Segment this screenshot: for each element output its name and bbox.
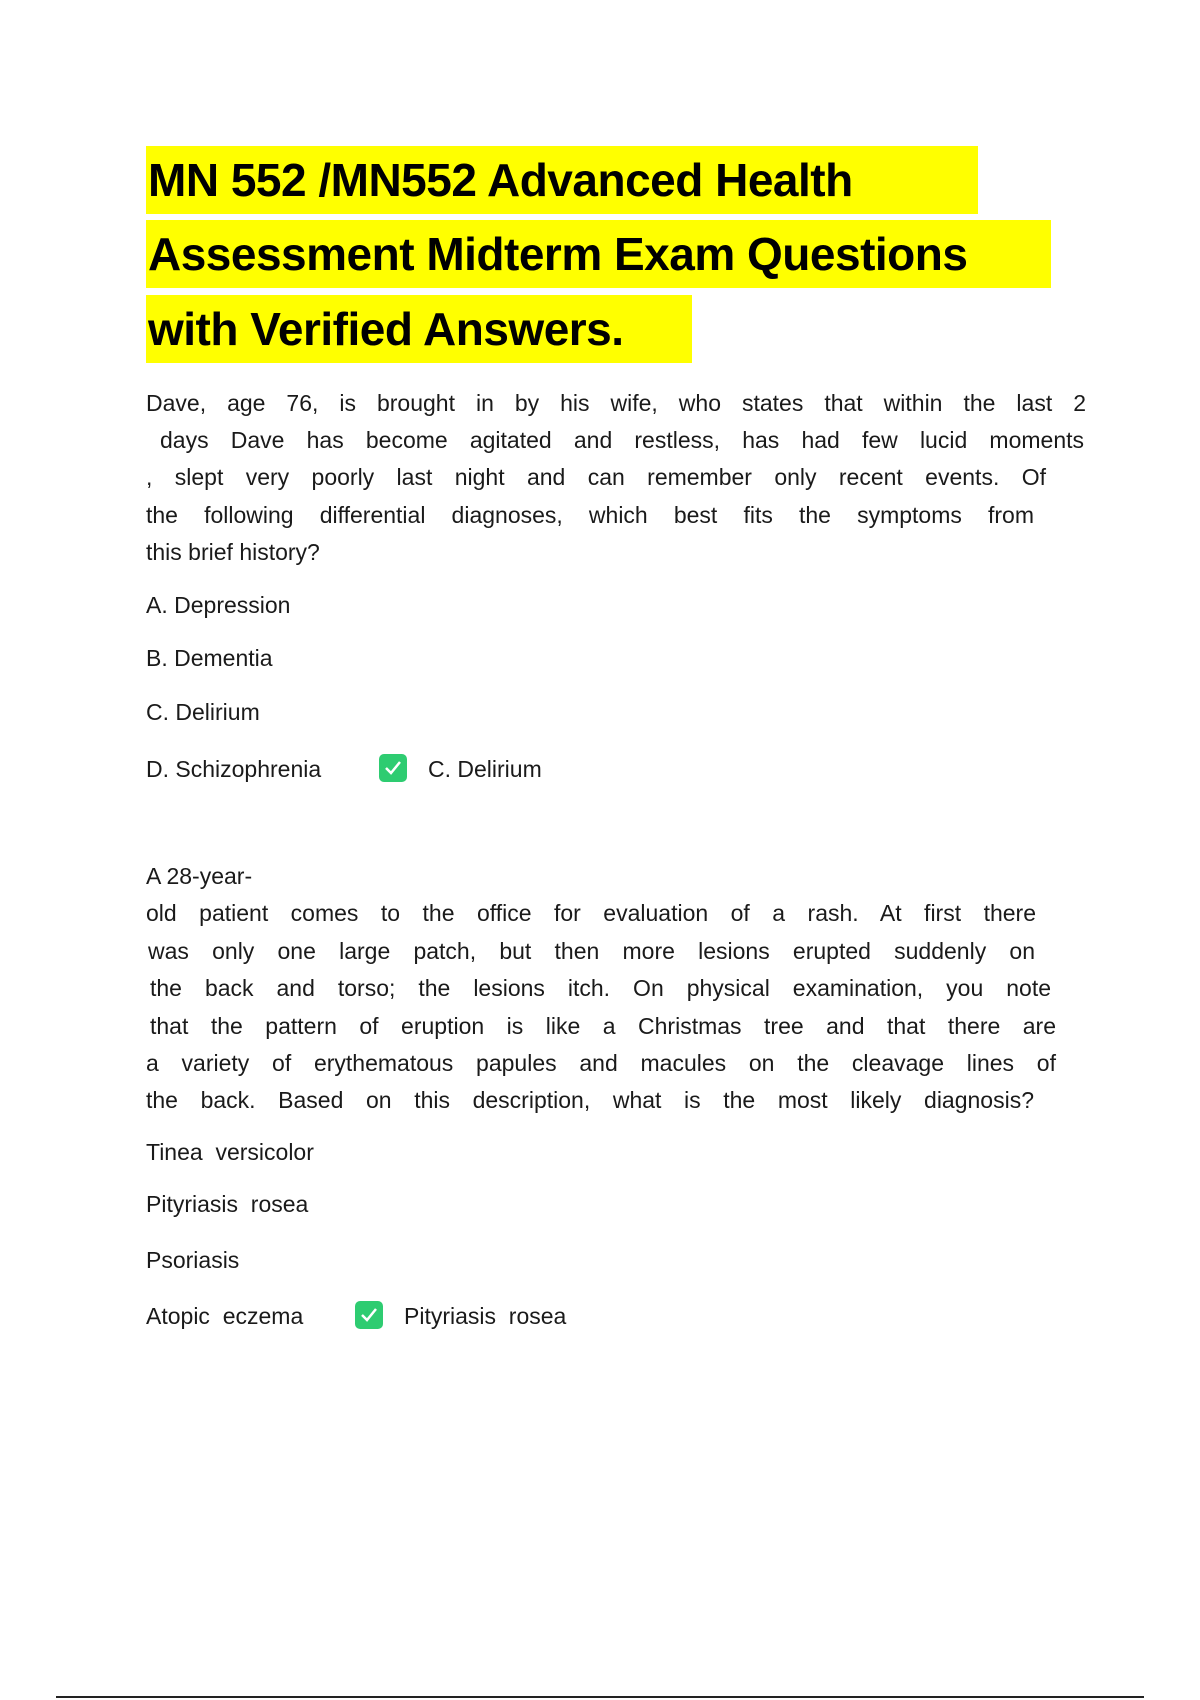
- question-text-line: this brief history?: [146, 539, 320, 565]
- option-2: Pityriasis rosea: [146, 1191, 309, 1217]
- option-c: C. Delirium: [146, 699, 260, 725]
- check-icon: [379, 754, 407, 782]
- check-icon: [355, 1301, 383, 1329]
- option-b: B. Dementia: [146, 645, 273, 671]
- question-text-line: old patient comes to the office for evaluation of a rash. At first there: [146, 900, 1036, 926]
- title-line-1: MN 552 /MN552 Advanced Health: [146, 146, 978, 214]
- question-text-line: was only one large patch, but then more lesions erupted suddenly on: [148, 938, 1035, 964]
- footer-divider: [56, 1696, 1144, 1698]
- correct-answer: Pityriasis rosea: [404, 1303, 567, 1329]
- question-text-line: the back and torso; the lesions itch. On physical examination, you note: [150, 975, 1051, 1001]
- correct-answer: C. Delirium: [428, 756, 542, 782]
- question-text-line: Dave, age 76, is brought in by his wife, who states that within the last 2: [146, 390, 1086, 416]
- title-line-3: with Verified Answers.: [146, 295, 692, 363]
- option-d: D. Schizophrenia: [146, 756, 322, 782]
- option-a: A. Depression: [146, 592, 291, 618]
- question-text-line: the following differential diagnoses, which best fits the symptoms from: [146, 502, 1034, 528]
- question-text-line: A 28-year-: [146, 863, 253, 889]
- question-text-line: that the pattern of eruption is like a Christmas tree and that there are: [150, 1013, 1056, 1039]
- option-4: Atopic eczema: [146, 1303, 304, 1329]
- question-text-line: the back. Based on this description, what is the most likely diagnosis?: [146, 1087, 1034, 1113]
- question-text-line: days Dave has become agitated and restless, has had few lucid moments: [160, 427, 1084, 453]
- title-line-2: Assessment Midterm Exam Questions: [146, 220, 1051, 288]
- option-1: Tinea versicolor: [146, 1139, 314, 1165]
- question-text-line: a variety of erythematous papules and macules on the cleavage lines of: [146, 1050, 1056, 1076]
- question-text-line: , slept very poorly last night and can remember only recent events. Of: [146, 464, 1046, 490]
- option-3: Psoriasis: [146, 1247, 240, 1273]
